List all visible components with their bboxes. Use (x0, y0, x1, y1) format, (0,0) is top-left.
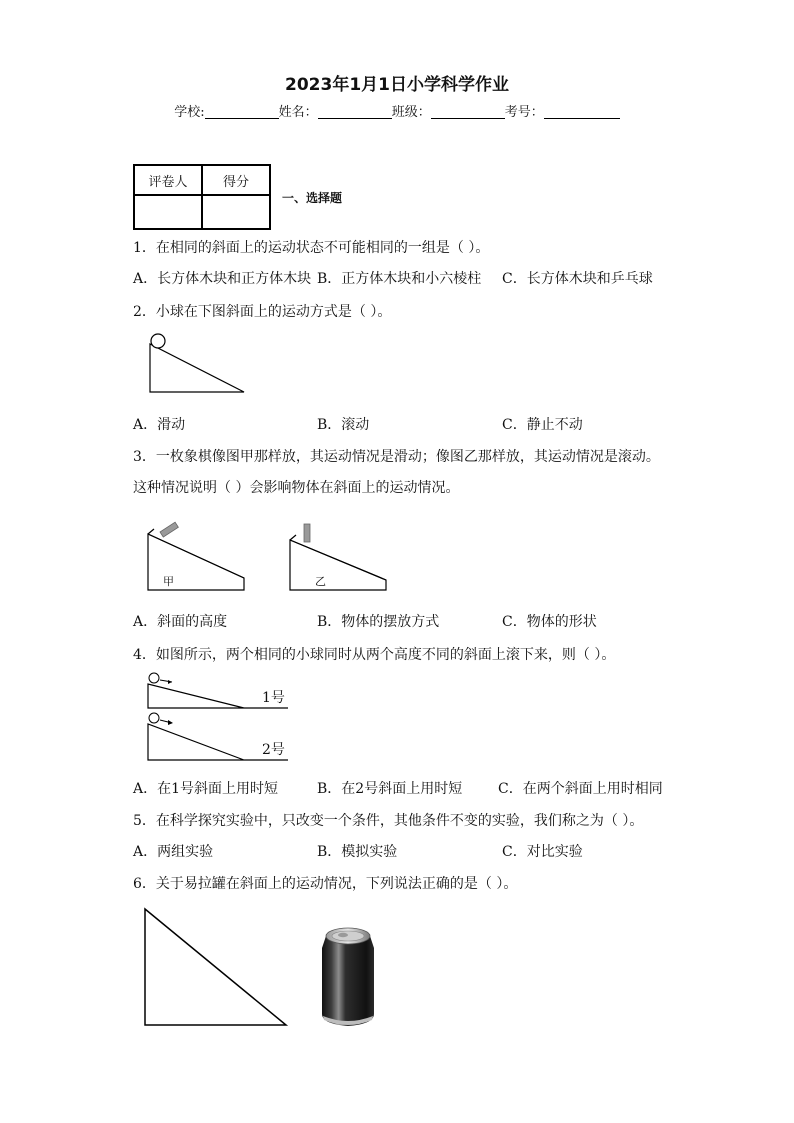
slope-label-2: 2号 (262, 742, 285, 758)
question-5: 5．在科学探究实验中，只改变一个条件，其他条件不变的实验，我们称之为（ ）。 (133, 813, 644, 829)
class-label: 班级： (391, 105, 431, 120)
question-1: 1．在相同的斜面上的运动状态不可能相同的一组是（ ）。 (133, 240, 490, 256)
question-2: 2．小球在下图斜面上的运动方式是（ ）。 (133, 304, 392, 320)
q4-option-c: C．在两个斜面上用时相同 (498, 781, 663, 797)
question-3-line2: 这种情况说明（ ）会影响物体在斜面上的运动情况。 (133, 480, 460, 496)
q5-option-b: B．模拟实验 (317, 844, 398, 860)
question-6: 6．关于易拉罐在斜面上的运动情况，下列说法正确的是（ ）。 (133, 876, 518, 892)
grader-cell[interactable] (134, 195, 202, 229)
q1-option-b: B．正方体木块和小六棱柱 (317, 271, 482, 287)
q3-option-c: C．物体的形状 (502, 614, 597, 630)
q1-option-a: A．长方体木块和正方体木块 (133, 271, 312, 287)
grader-header: 评卷人 (134, 165, 202, 195)
question-4: 4．如图所示，两个相同的小球同时从两个高度不同的斜面上滚下来，则（ ）。 (133, 647, 616, 663)
q1-option-c: C．长方体木块和乒乓球 (502, 271, 653, 287)
score-table (133, 164, 271, 230)
school-blank[interactable] (205, 104, 279, 119)
name-blank[interactable] (318, 104, 392, 119)
q2-option-b: B．滚动 (317, 417, 370, 433)
q2-option-c: C．静止不动 (502, 417, 583, 433)
school-label: 学校: (174, 105, 205, 120)
student-info-line (0, 101, 794, 120)
soda-can-image (318, 920, 378, 1032)
chess-piece-flat (160, 522, 178, 537)
q3-figure-yi (282, 520, 392, 592)
slope-box (290, 540, 386, 590)
slope-triangle (150, 344, 244, 392)
large-slope-triangle (145, 909, 286, 1025)
page-title: 2023年1月1日小学科学作业 (285, 75, 509, 95)
q2-slope-figure (140, 330, 250, 400)
name-label: 姓名： (278, 105, 318, 120)
figure-label-yi: 乙 (315, 575, 326, 588)
q3-option-a: A．斜面的高度 (133, 614, 228, 630)
figure-label-jia: 甲 (163, 575, 174, 588)
slope-label-1: 1号 (262, 690, 285, 706)
q4-option-b: B．在2号斜面上用时短 (317, 781, 463, 797)
class-blank[interactable] (431, 104, 505, 119)
chess-piece-upright (304, 524, 310, 542)
q5-option-a: A．两组实验 (133, 844, 214, 860)
q3-figure-jia (140, 520, 250, 592)
section-title: 一、选择题 (282, 191, 343, 205)
q4-option-a: A．在1号斜面上用时短 (133, 781, 279, 797)
q3-option-b: B．物体的摆放方式 (317, 614, 440, 630)
q2-option-a: A．滑动 (133, 417, 186, 433)
question-3: 3．一枚象棋像图甲那样放，其运动情况是滑动；像图乙那样放，其运动情况是滚动。 (133, 449, 660, 465)
exam-no-blank[interactable] (544, 104, 620, 119)
ball (151, 334, 165, 348)
score-cell[interactable] (202, 195, 270, 229)
q5-option-c: C．对比实验 (502, 844, 583, 860)
exam-no-label: 考号： (504, 105, 544, 120)
q6-slope-figure (140, 905, 290, 1030)
score-header: 得分 (202, 165, 270, 195)
